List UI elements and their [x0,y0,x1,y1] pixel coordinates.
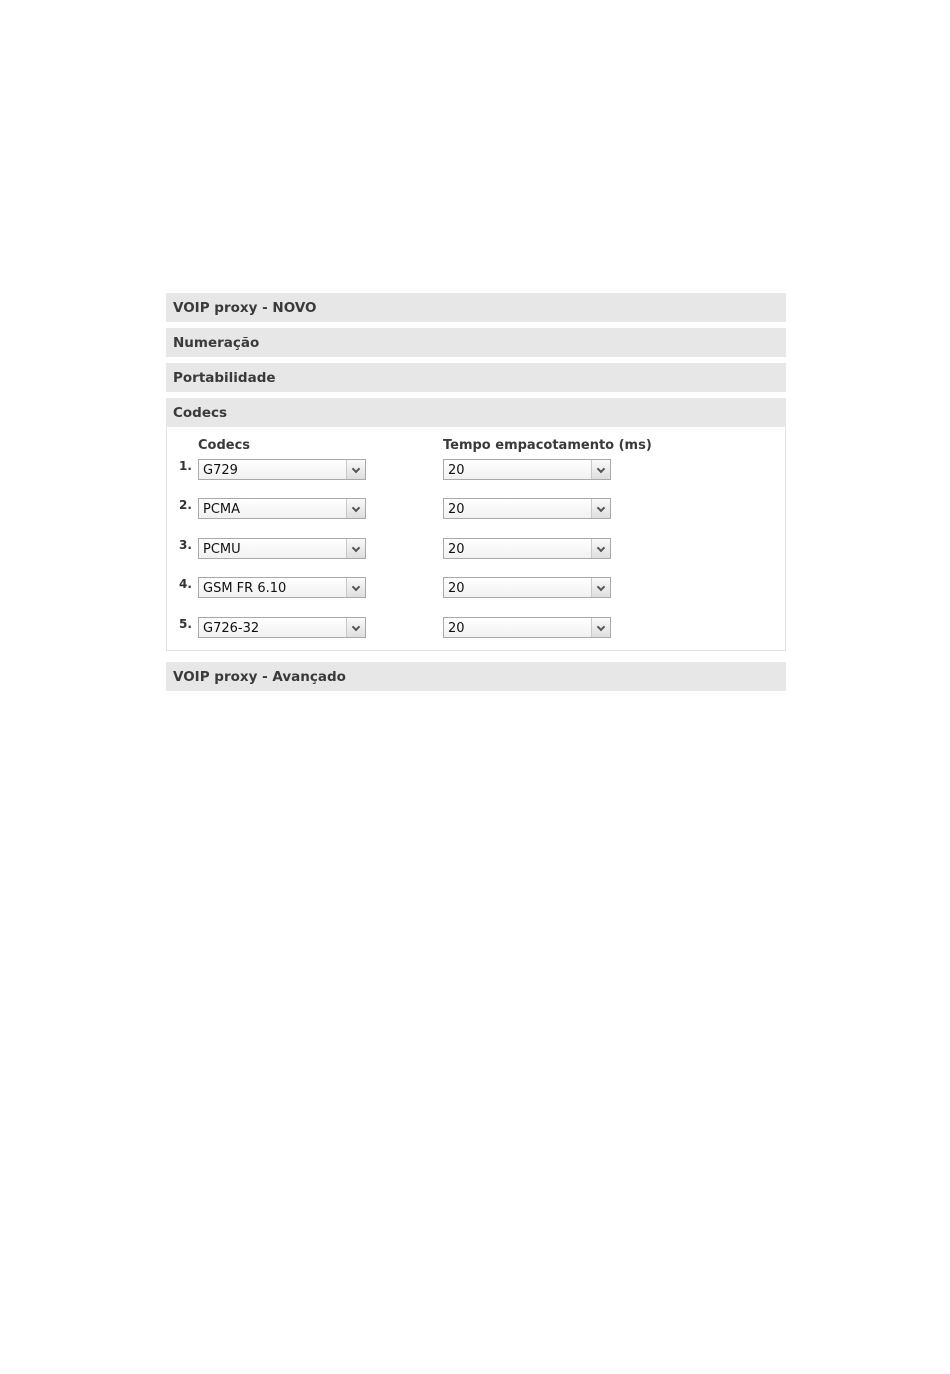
codec-select-value: G729 [203,463,238,478]
chevron-down-icon[interactable] [346,499,365,518]
time-select-value: 20 [448,542,465,557]
codec-row-number: 3. [179,538,192,552]
chevron-down-icon[interactable] [591,499,610,518]
chevron-down-icon[interactable] [346,539,365,558]
time-select-3[interactable] [443,538,611,559]
codec-select-value: G726-32 [203,621,260,636]
codec-select-value: PCMA [203,502,241,517]
chevron-down-icon[interactable] [591,539,610,558]
codec-select-3[interactable] [198,538,366,559]
section-header-numeracao[interactable]: Numeração [166,328,786,357]
codecs-column-header: Codecs [198,438,251,453]
codec-select-4[interactable] [198,577,366,598]
chevron-down-icon[interactable] [346,578,365,597]
time-select-4[interactable] [443,577,611,598]
time-select-5[interactable] [443,617,611,638]
time-select-value: 20 [448,502,465,517]
time-select-1[interactable] [443,459,611,480]
chevron-down-icon[interactable] [591,578,610,597]
section-header-portabilidade[interactable]: Portabilidade [166,363,786,392]
codec-select-2[interactable] [198,498,366,519]
codec-select-value: PCMU [203,542,241,557]
time-select-2[interactable] [443,498,611,519]
codec-select-5[interactable] [198,617,366,638]
codec-row-number: 2. [179,498,192,512]
chevron-down-icon[interactable] [346,460,365,479]
time-select-value: 20 [448,463,465,478]
codec-select-1[interactable] [198,459,366,480]
codec-row-number: 4. [179,577,192,591]
section-header-voip-proxy-novo[interactable]: VOIP proxy - NOVO [166,293,786,322]
time-select-value: 20 [448,581,465,596]
codec-row-number: 5. [179,617,192,631]
chevron-down-icon[interactable] [346,618,365,637]
time-column-header: Tempo empacotamento (ms) [443,438,652,453]
codec-row-number: 1. [179,459,192,473]
section-header-voip-proxy-avancado[interactable]: VOIP proxy - Avançado [166,662,786,691]
chevron-down-icon[interactable] [591,460,610,479]
section-header-codecs[interactable]: Codecs [166,398,786,427]
time-select-value: 20 [448,621,465,636]
codec-select-value: GSM FR 6.10 [203,581,287,596]
chevron-down-icon[interactable] [591,618,610,637]
